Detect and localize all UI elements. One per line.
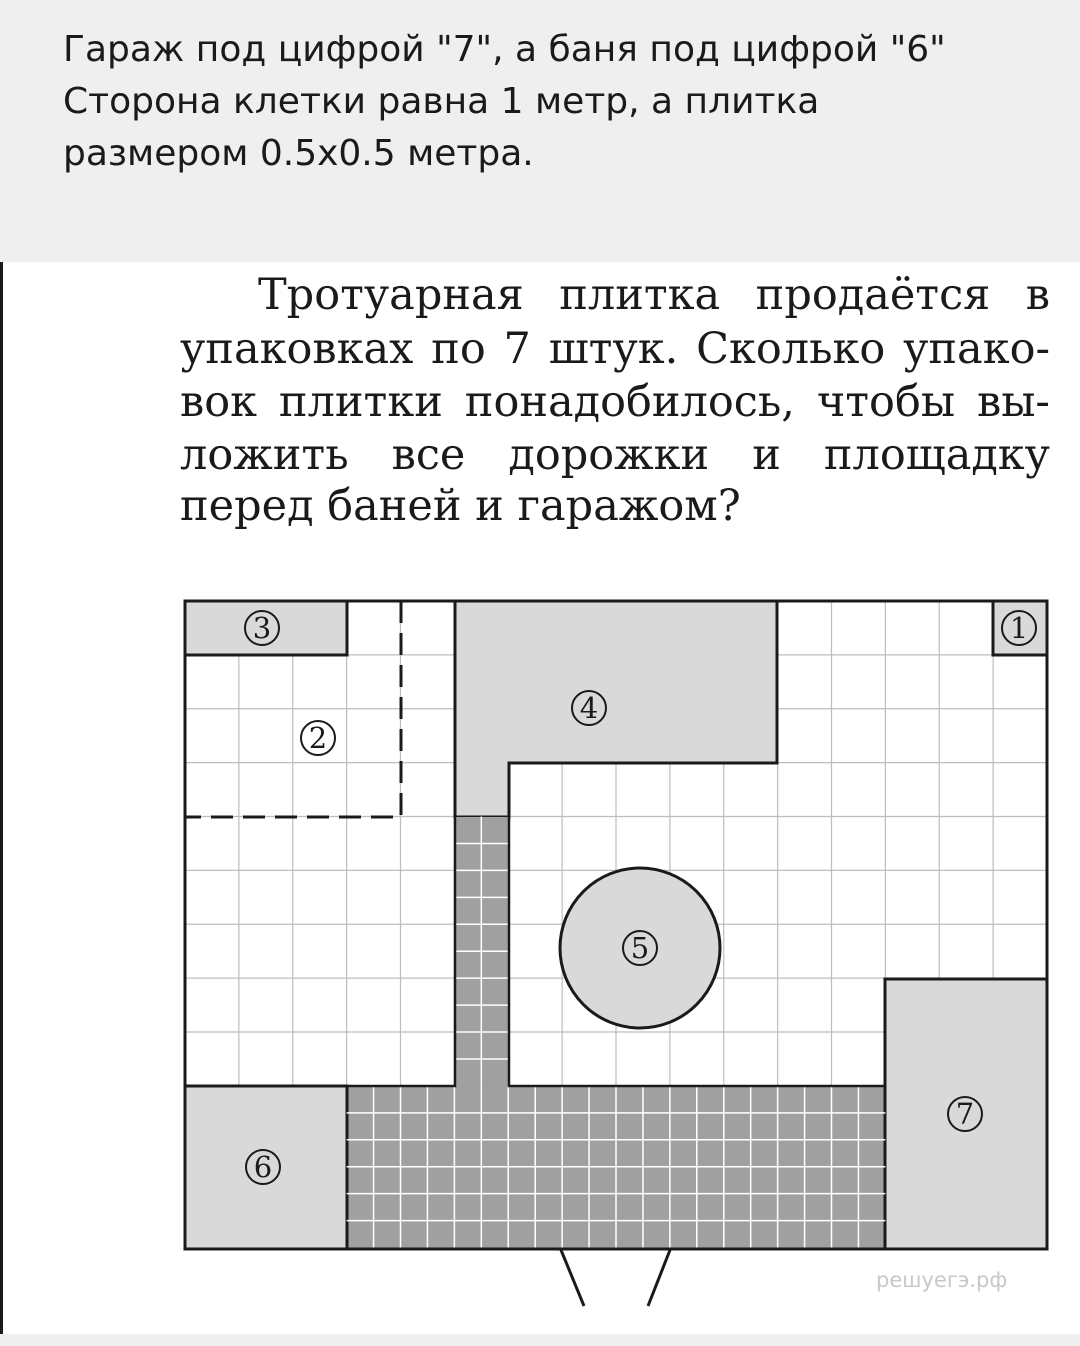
word: все <box>391 430 466 480</box>
label-7: 7 <box>955 1097 975 1131</box>
gate-right <box>648 1250 670 1306</box>
label-5: 5 <box>630 931 650 965</box>
note-line-2: Сторона клетки равна 1 метр, а плитка <box>63 81 820 122</box>
word: 7 <box>503 324 531 374</box>
note-line-3: размером 0.5х0.5 метра. <box>63 133 534 174</box>
word: штук. <box>548 324 679 374</box>
word: и <box>752 430 781 480</box>
note-line-1: Гараж под цифрой "7", а баня под цифрой "6" <box>63 29 946 70</box>
word: площадку <box>823 430 1050 480</box>
gate-left <box>561 1250 584 1306</box>
word: по <box>431 324 486 374</box>
word: плитки <box>278 377 443 427</box>
word: чтобы <box>816 377 956 427</box>
label-4: 4 <box>579 691 599 725</box>
word: дорожки <box>508 430 710 480</box>
word: вок <box>180 377 257 427</box>
label-1: 1 <box>1009 611 1029 645</box>
word: упаковках <box>180 324 414 374</box>
label-2: 2 <box>308 721 328 755</box>
watermark: решуегэ.рф <box>876 1268 1008 1292</box>
word: понадобилось, <box>464 377 795 427</box>
label-3: 3 <box>252 611 272 645</box>
label-6: 6 <box>253 1150 273 1184</box>
problem-line-5: перед баней и гаражом? <box>180 481 741 531</box>
word: ложить <box>180 430 349 480</box>
word: Тротуарная <box>258 270 524 320</box>
word: продаётся <box>755 270 991 320</box>
word: упако- <box>903 324 1050 374</box>
word: плитка <box>559 270 721 320</box>
word: в <box>1025 270 1050 320</box>
word: вы- <box>976 377 1050 427</box>
word: Сколько <box>696 324 886 374</box>
